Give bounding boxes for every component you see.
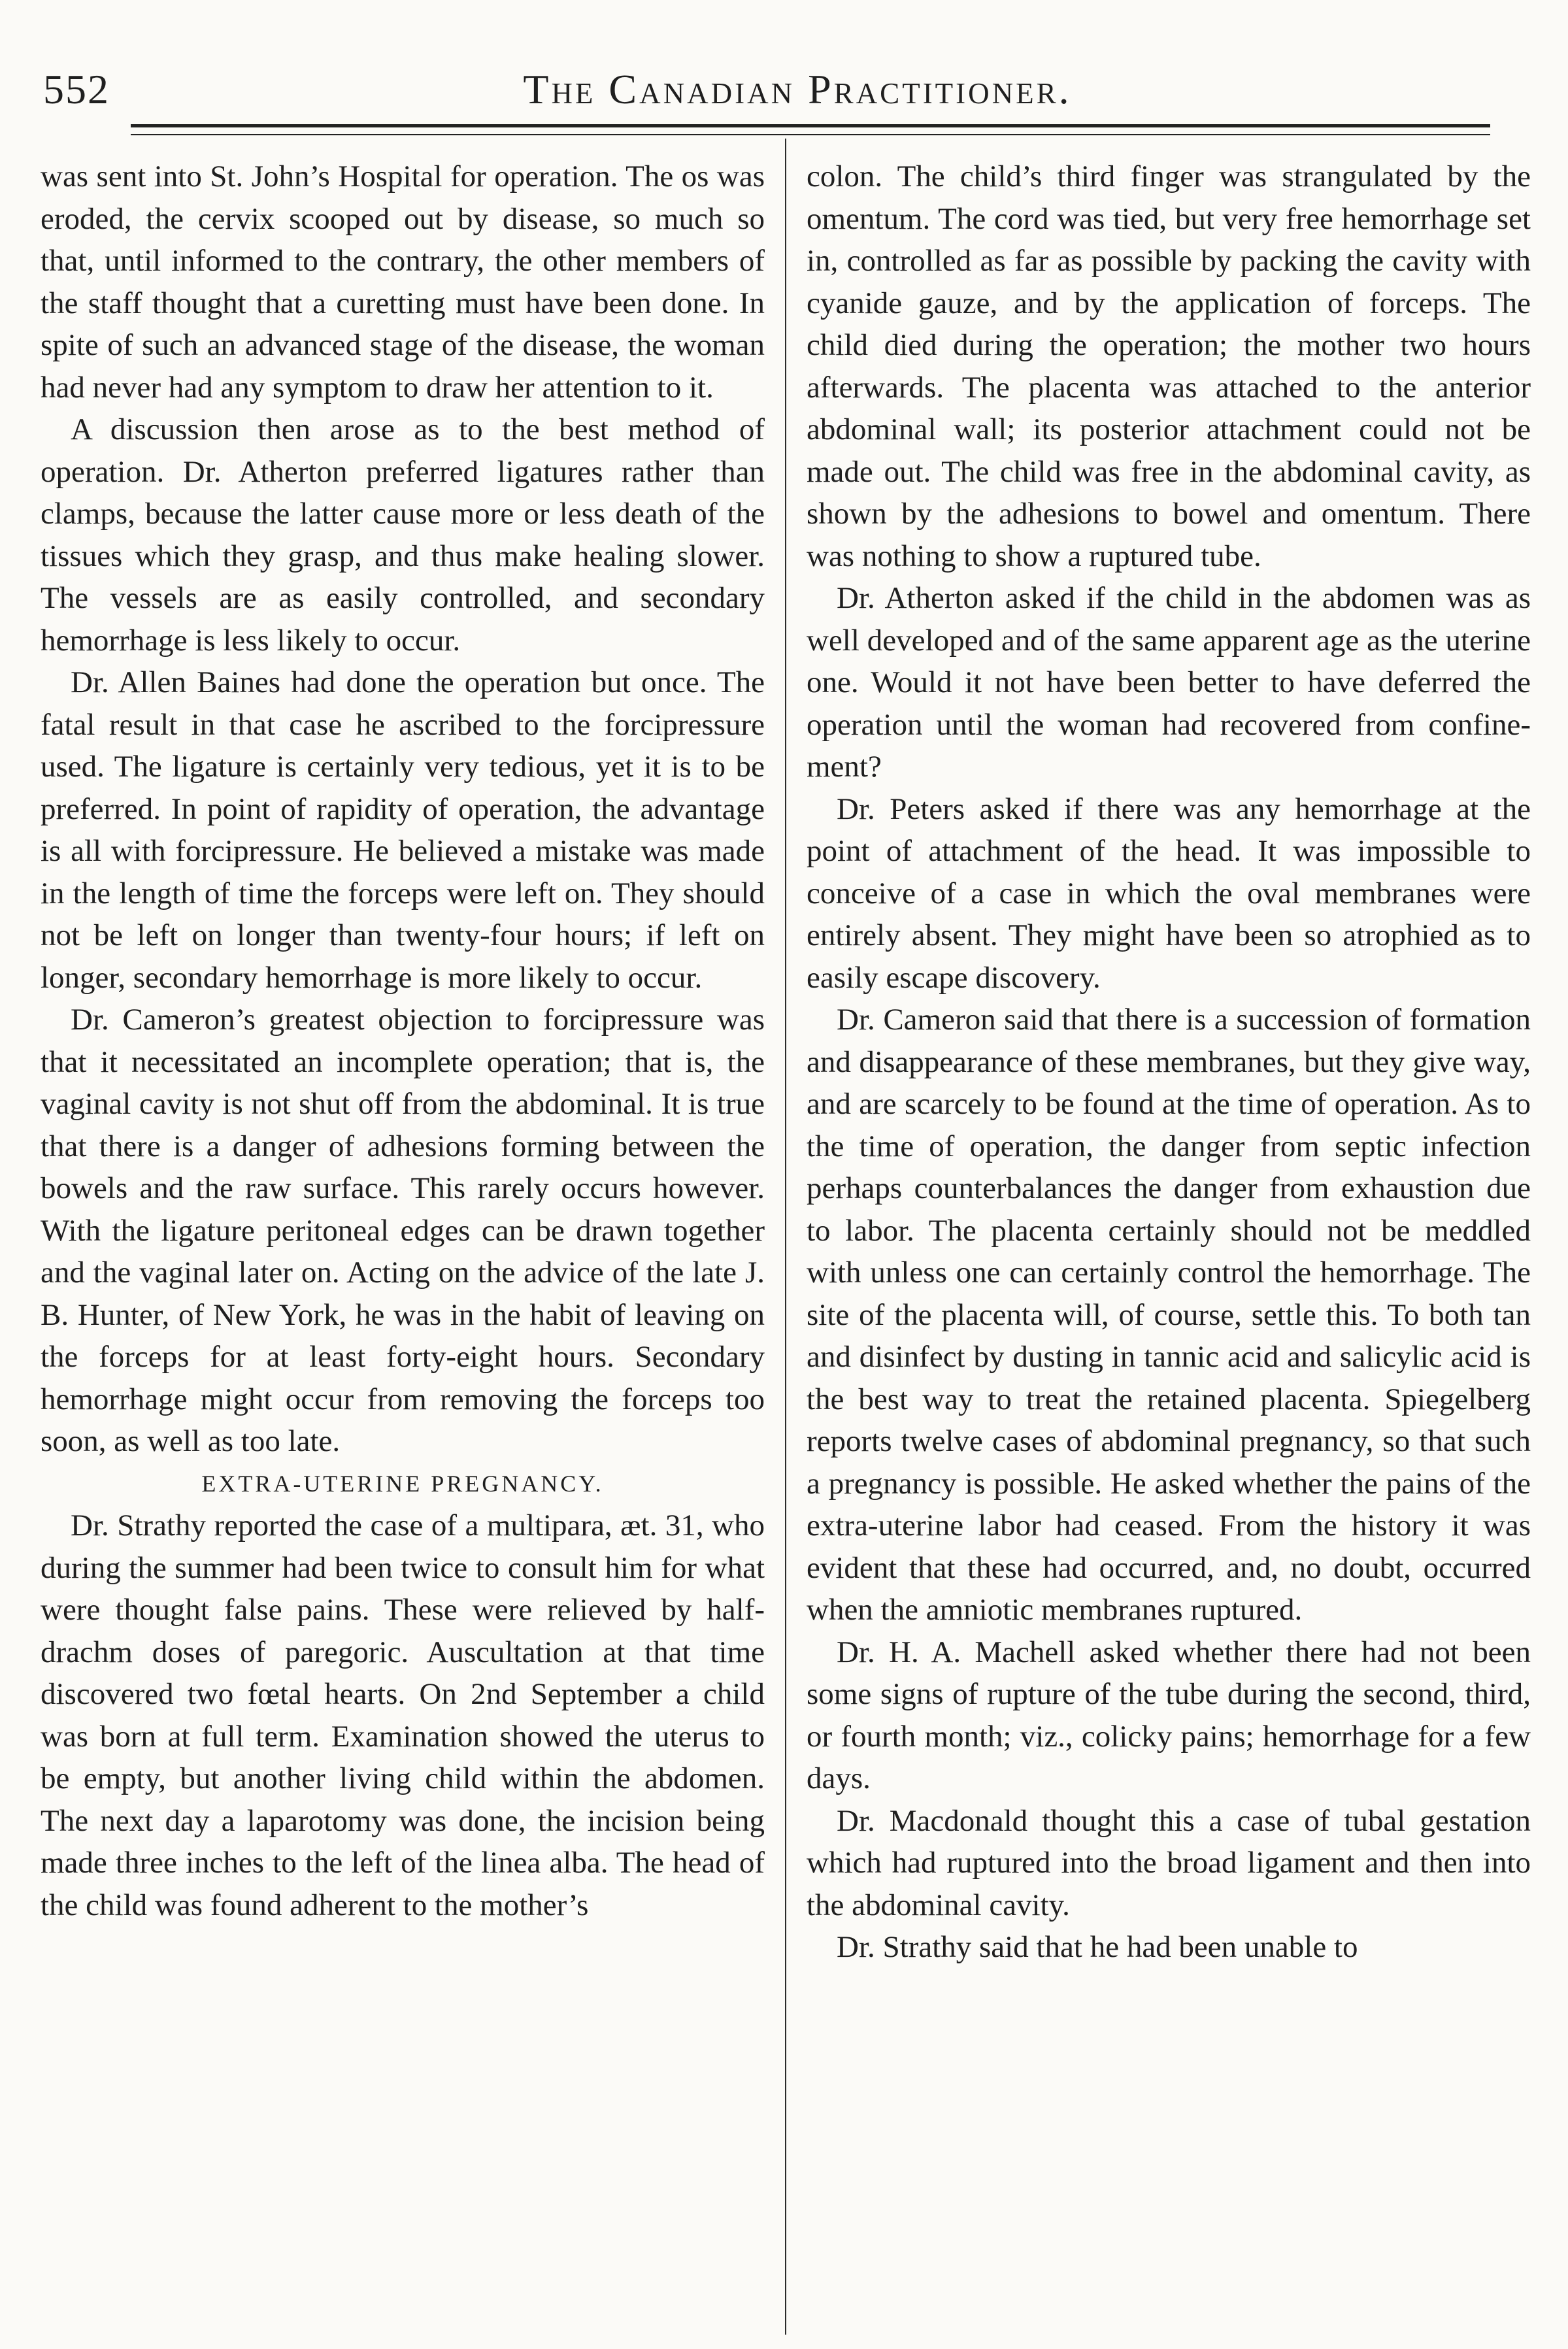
right-paragraph-6: Dr. Macdonald thought this a case of tubal gestation which had ruptured into the broad ligament and then into the abdominal cavity. — [807, 1803, 1531, 1922]
section-heading: EXTRA-UTERINE PREGNANCY. — [201, 1470, 604, 1497]
left-paragraph-5: Dr. Strathy reported the case of a multipara, æt. 31, who during the summer had been twice to consult him for what were thought false pains. These were relieved by half-drachm doses of paregoric. Auscultation at that time discovered two fœtal hearts. On 2nd September a child was born at full term. Examination showed the uterus to be empty, but another living child within the abdomen. The next day a laparotomy was done, the incision being made three inches to the left of the linea alba. The head of the child was found adherent to the mother’s — [41, 1508, 765, 1922]
right-paragraph-2: Dr. Atherton asked if the child in the abdomen was as well developed and of the same apparent age as the uterine one. Would it not have been better to have deferred the operation until the woman had recovered from confinement? — [807, 581, 1531, 784]
left-paragraph-2: A discussion then arose as to the best method of operation. Dr. Atherton preferred ligatures rather than clamps, because the latter cause more or less death of the tissues which they grasp, and thus make healing slower. The vessels are as easily controlled, and secondary hemorrhage is less likely to occur. — [41, 412, 765, 658]
page-number: 552 — [43, 66, 110, 112]
right-paragraph-4: Dr. Cameron said that there is a succession of formation and disappearance of these membranes, but they give way, and are scarcely to be found at the time of operation. As to the time of operation, the danger from septic infection perhaps counterbalances the danger from exhaustion due to labor. The placenta certainly should not be meddled with unless one can certainly control the hemorrhage. The site of the placenta will, of course, settle this. To both tan and disinfect by dusting in tannic acid and salicylic acid is the best way to treat the retained placenta. Spiegelberg reports twelve cases of abdominal pregnancy, so that such a pregnancy is possible. He asked whether the pains of the extra-uterine labor had ceased. From the history it was evident that these had occurred, and, no doubt, occurred when the amniotic membranes ruptured. — [807, 1003, 1531, 1627]
left-paragraph-1: was sent into St. John’s Hospital for operation. The os was eroded, the cervix scooped out by disease, so much so that, until informed to the contrary, the other members of the staff thought that a curetting must have been done. In spite of such an advanced stage of the disease, the woman had never had any symptom to draw her attention to it. — [41, 159, 765, 405]
right-paragraph-5: Dr. H. A. Machell asked whether there had not been some signs of rupture of the tube during the second, third, or fourth month; viz., colicky pains; hemorrhage for a few days. — [807, 1635, 1531, 1795]
column-divider — [785, 139, 786, 2335]
left-paragraph-4: Dr. Cameron’s greatest objection to forcipressure was that it necessitated an incomplete operation; that is, the vaginal cavity is not shut off from the abdominal. It is true that there is a danger of adhesions forming between the bowels and the raw surface. This rarely occurs however. With the ligature peritoneal edges can be drawn together and the vaginal later on. Acting on the advice of the late J. B. Hunter, of New York, he was in the habit of leaving on the forceps for at least forty-eight hours. Secondary hemorrhage might occur from removing the forceps too soon, as well as too late. — [41, 1003, 765, 1458]
left-column — [41, 156, 765, 2332]
left-paragraph-3: Dr. Allen Baines had done the operation but once. The fatal result in that case he ascribed to the forcipressure used. The ligature is certainly very tedious, yet it is to be preferred. In point of rapidity of operation, the advantage is all with forcipressure. He believed a mistake was made in the length of time the forceps were left on. They should not be left on longer than twenty-four hours; if left on longer, secondary hemorrhage is more likely to occur. — [41, 665, 765, 995]
right-paragraph-1: colon. The child’s third finger was strangulated by the omentum. The cord was tied, but very free hemorrhage set in, controlled as far as possible by packing the cavity with cyanide gauze, and by the application of forceps. The child died during the operation; the mother two hours afterwards. The placenta was attached to the anterior abdominal wall; its posterior attachment could not be made out. The child was free in the abdominal cavity, as shown by the adhesions to bowel and omentum. There was nothing to show a ruptured tube. — [807, 159, 1531, 573]
header-rule-thin — [131, 134, 1490, 135]
right-column — [807, 156, 1531, 2332]
header-rule-thick — [131, 124, 1490, 127]
running-head: The Canadian Practitioner. — [523, 66, 1072, 112]
right-paragraph-7: Dr. Strathy said that he had been unable to — [837, 1930, 1358, 1964]
right-paragraph-3: Dr. Peters asked if there was any hemorrhage at the point of attachment of the head. It was impossible to conceive of a case in which the oval membranes were entirely absent. They might have been so atrophied as to easily escape discovery. — [807, 791, 1531, 995]
